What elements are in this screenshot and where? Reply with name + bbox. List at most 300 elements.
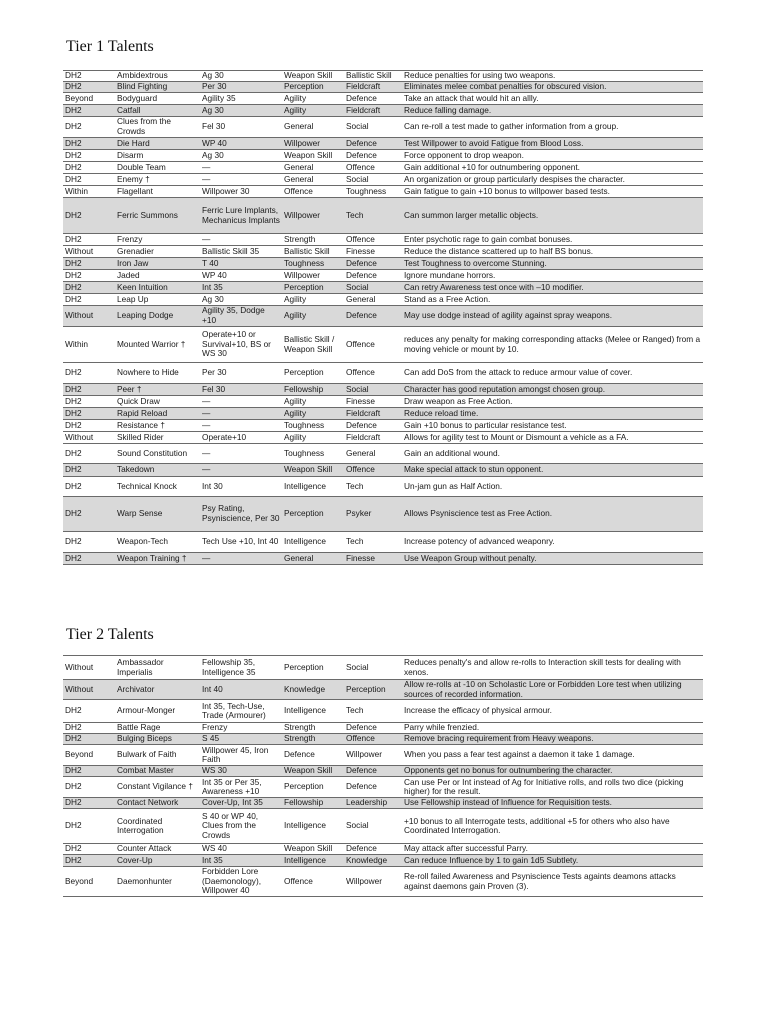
talent-name-cell: Counter Attack bbox=[115, 844, 200, 855]
talent-pre-cell: Forbidden Lore (Daemonology), Willpower 40 bbox=[200, 867, 282, 897]
talent-src-cell: DH2 bbox=[63, 798, 115, 809]
talent-name-cell: Quick Draw bbox=[115, 396, 200, 408]
talent-desc-cell: Use Weapon Group without penalty. bbox=[402, 553, 703, 565]
talent-pre-cell: Int 35, Tech-Use, Trade (Armourer) bbox=[200, 700, 282, 723]
talent-row bbox=[63, 162, 703, 174]
talent-name-cell: Archivator bbox=[115, 680, 200, 700]
talent-pre-cell: Int 35 bbox=[200, 855, 282, 867]
talent-desc-cell: Eliminates melee combat penalties for obscured vision. bbox=[402, 82, 703, 93]
talent-row bbox=[63, 420, 703, 432]
talent-apt1-cell: Perception bbox=[282, 777, 344, 798]
talent-apt1-cell: Perception bbox=[282, 363, 344, 384]
tier2-heading: Tier 2 Talents bbox=[66, 626, 154, 643]
talent-apt2-cell: Offence bbox=[344, 734, 402, 745]
talent-desc-cell: Gain an additional wound. bbox=[402, 444, 703, 464]
talent-src-cell: DH2 bbox=[63, 384, 115, 396]
talent-desc-cell: Character has good reputation amongst chosen group. bbox=[402, 384, 703, 396]
talent-src-cell: Without bbox=[63, 306, 115, 327]
talent-desc-cell: Reduce reload time. bbox=[402, 408, 703, 420]
talent-name-cell: Clues from the Crowds bbox=[115, 117, 200, 138]
talent-src-cell: DH2 bbox=[63, 777, 115, 798]
talent-row bbox=[63, 798, 703, 809]
talent-name-cell: Cover-Up bbox=[115, 855, 200, 867]
talent-apt1-cell: Agility bbox=[282, 396, 344, 408]
talent-row bbox=[63, 294, 703, 306]
talent-apt2-cell: Perception bbox=[344, 680, 402, 700]
talent-apt2-cell: Defence bbox=[344, 723, 402, 734]
talent-pre-cell: WP 40 bbox=[200, 138, 282, 150]
talent-apt2-cell: Social bbox=[344, 384, 402, 396]
tier2-talent-table bbox=[63, 655, 703, 897]
talent-apt1-cell: Agility bbox=[282, 93, 344, 105]
talent-pre-cell: Ballistic Skill 35 bbox=[200, 246, 282, 258]
talent-apt2-cell: Fieldcraft bbox=[344, 82, 402, 93]
talent-row bbox=[63, 734, 703, 745]
talent-pre-cell: Ag 30 bbox=[200, 150, 282, 162]
talent-apt1-cell: Willpower bbox=[282, 270, 344, 282]
talent-apt1-cell: Fellowship bbox=[282, 798, 344, 809]
talent-desc-cell: Test Willpower to avoid Fatigue from Blood Loss. bbox=[402, 138, 703, 150]
talent-desc-cell: Increase potency of advanced weaponry. bbox=[402, 532, 703, 553]
talent-apt1-cell: Weapon Skill bbox=[282, 71, 344, 82]
talent-apt2-cell: Offence bbox=[344, 464, 402, 477]
talent-src-cell: DH2 bbox=[63, 105, 115, 117]
talent-name-cell: Jaded bbox=[115, 270, 200, 282]
talent-src-cell: DH2 bbox=[63, 117, 115, 138]
talent-apt1-cell: Ballistic Skill / Weapon Skill bbox=[282, 327, 344, 363]
talent-pre-cell: Operate+10 or Survival+10, BS or WS 30 bbox=[200, 327, 282, 363]
talent-apt2-cell: Psyker bbox=[344, 497, 402, 532]
talent-row bbox=[63, 270, 703, 282]
talent-apt1-cell: General bbox=[282, 174, 344, 186]
talent-name-cell: Double Team bbox=[115, 162, 200, 174]
talent-pre-cell: S 45 bbox=[200, 734, 282, 745]
talent-src-cell: Beyond bbox=[63, 745, 115, 766]
talent-pre-cell: WS 30 bbox=[200, 766, 282, 777]
talent-row bbox=[63, 444, 703, 464]
talent-pre-cell: Tech Use +10, Int 40 bbox=[200, 532, 282, 553]
talent-apt1-cell: Agility bbox=[282, 294, 344, 306]
talent-apt2-cell: Defence bbox=[344, 150, 402, 162]
talent-desc-cell: Can add DoS from the attack to reduce armour value of cover. bbox=[402, 363, 703, 384]
talent-row bbox=[63, 656, 703, 680]
talent-src-cell: DH2 bbox=[63, 258, 115, 270]
talent-name-cell: Blind Fighting bbox=[115, 82, 200, 93]
talent-apt1-cell: Weapon Skill bbox=[282, 766, 344, 777]
talent-src-cell: DH2 bbox=[63, 420, 115, 432]
talent-row bbox=[63, 766, 703, 777]
talent-desc-cell: Reduce the distance scattered up to half BS bonus. bbox=[402, 246, 703, 258]
talent-pre-cell: — bbox=[200, 444, 282, 464]
talent-src-cell: DH2 bbox=[63, 162, 115, 174]
talent-name-cell: Technical Knock bbox=[115, 477, 200, 497]
talent-apt1-cell: Fellowship bbox=[282, 384, 344, 396]
talent-row bbox=[63, 105, 703, 117]
talent-apt2-cell: Social bbox=[344, 174, 402, 186]
talent-apt2-cell: Fieldcraft bbox=[344, 408, 402, 420]
talent-apt1-cell: Perception bbox=[282, 656, 344, 680]
talent-apt1-cell: Agility bbox=[282, 105, 344, 117]
talent-name-cell: Armour-Monger bbox=[115, 700, 200, 723]
talent-desc-cell: Remove bracing requirement from Heavy weapons. bbox=[402, 734, 703, 745]
talent-name-cell: Peer † bbox=[115, 384, 200, 396]
talent-apt1-cell: Ballistic Skill bbox=[282, 246, 344, 258]
talent-src-cell: DH2 bbox=[63, 700, 115, 723]
talent-pre-cell: Willpower 45, Iron Faith bbox=[200, 745, 282, 766]
talent-src-cell: DH2 bbox=[63, 71, 115, 82]
talent-pre-cell: — bbox=[200, 174, 282, 186]
talent-row bbox=[63, 174, 703, 186]
talent-desc-cell: +10 bonus to all Interrogate tests, additional +5 for others who also have Coordinated Interrogation. bbox=[402, 809, 703, 844]
talent-apt2-cell: Tech bbox=[344, 198, 402, 234]
talent-apt2-cell: Social bbox=[344, 282, 402, 294]
talent-pre-cell: Per 30 bbox=[200, 363, 282, 384]
talent-apt2-cell: Leadership bbox=[344, 798, 402, 809]
talent-name-cell: Weapon-Tech bbox=[115, 532, 200, 553]
talent-apt1-cell: Toughness bbox=[282, 444, 344, 464]
talent-row bbox=[63, 396, 703, 408]
talent-desc-cell: reduces any penalty for making corresponding attacks (Melee or Ranged) from a moving vehicle or mount by 10. bbox=[402, 327, 703, 363]
talent-apt1-cell: Perception bbox=[282, 82, 344, 93]
talent-pre-cell: T 40 bbox=[200, 258, 282, 270]
talent-apt1-cell: General bbox=[282, 162, 344, 174]
talent-pre-cell: Fellowship 35, Intelligence 35 bbox=[200, 656, 282, 680]
talent-name-cell: Coordinated Interrogation bbox=[115, 809, 200, 844]
talent-src-cell: DH2 bbox=[63, 723, 115, 734]
talent-row bbox=[63, 246, 703, 258]
talent-pre-cell: — bbox=[200, 396, 282, 408]
talent-desc-cell: Enter psychotic rage to gain combat bonuses. bbox=[402, 234, 703, 246]
talent-desc-cell: When you pass a fear test against a daemon it take 1 damage. bbox=[402, 745, 703, 766]
talent-apt1-cell: Offence bbox=[282, 867, 344, 897]
talent-src-cell: Without bbox=[63, 246, 115, 258]
talent-apt2-cell: General bbox=[344, 294, 402, 306]
talent-name-cell: Frenzy bbox=[115, 234, 200, 246]
talent-apt2-cell: Social bbox=[344, 117, 402, 138]
talent-apt2-cell: Toughness bbox=[344, 186, 402, 198]
talent-apt2-cell: Offence bbox=[344, 363, 402, 384]
tier1-heading: Tier 1 Talents bbox=[66, 38, 154, 55]
talent-apt2-cell: Offence bbox=[344, 162, 402, 174]
talent-apt1-cell: Defence bbox=[282, 745, 344, 766]
talent-apt1-cell: Offence bbox=[282, 186, 344, 198]
talent-apt1-cell: Willpower bbox=[282, 138, 344, 150]
talent-apt2-cell: Defence bbox=[344, 138, 402, 150]
talent-pre-cell: Int 40 bbox=[200, 680, 282, 700]
talent-name-cell: Skilled Rider bbox=[115, 432, 200, 444]
talent-row bbox=[63, 198, 703, 234]
talent-name-cell: Grenadier bbox=[115, 246, 200, 258]
talent-src-cell: DH2 bbox=[63, 150, 115, 162]
talent-src-cell: Without bbox=[63, 680, 115, 700]
talent-name-cell: Mounted Warrior † bbox=[115, 327, 200, 363]
talent-apt2-cell: Defence bbox=[344, 258, 402, 270]
talent-name-cell: Takedown bbox=[115, 464, 200, 477]
talent-name-cell: Leaping Dodge bbox=[115, 306, 200, 327]
talent-apt2-cell: Tech bbox=[344, 700, 402, 723]
talent-pre-cell: Int 30 bbox=[200, 477, 282, 497]
talent-pre-cell: Cover-Up, Int 35 bbox=[200, 798, 282, 809]
talent-apt1-cell: Weapon Skill bbox=[282, 464, 344, 477]
talent-desc-cell: Can re-roll a test made to gather information from a group. bbox=[402, 117, 703, 138]
talent-apt2-cell: Defence bbox=[344, 420, 402, 432]
talent-pre-cell: Psy Rating, Psyniscience, Per 30 bbox=[200, 497, 282, 532]
talent-src-cell: DH2 bbox=[63, 444, 115, 464]
talent-row bbox=[63, 82, 703, 93]
talent-apt2-cell: Social bbox=[344, 809, 402, 844]
talent-apt2-cell: Willpower bbox=[344, 867, 402, 897]
talent-name-cell: Daemonhunter bbox=[115, 867, 200, 897]
talent-apt2-cell: Defence bbox=[344, 766, 402, 777]
talent-row bbox=[63, 809, 703, 844]
talent-desc-cell: Re-roll failed Awareness and Psyniscience Tests againts deamons attacks against daemons gain Proven (3). bbox=[402, 867, 703, 897]
talent-src-cell: DH2 bbox=[63, 855, 115, 867]
talent-pre-cell: Ag 30 bbox=[200, 105, 282, 117]
talent-name-cell: Bodyguard bbox=[115, 93, 200, 105]
talent-row bbox=[63, 553, 703, 565]
talent-desc-cell: Test Toughness to overcome Stunning. bbox=[402, 258, 703, 270]
talent-row bbox=[63, 384, 703, 396]
talent-desc-cell: Parry while frenzied. bbox=[402, 723, 703, 734]
talent-desc-cell: Gain additional +10 for outnumbering opponent. bbox=[402, 162, 703, 174]
talent-name-cell: Die Hard bbox=[115, 138, 200, 150]
talent-pre-cell: — bbox=[200, 162, 282, 174]
talent-name-cell: Catfall bbox=[115, 105, 200, 117]
talent-pre-cell: — bbox=[200, 464, 282, 477]
talent-apt1-cell: General bbox=[282, 117, 344, 138]
talent-src-cell: DH2 bbox=[63, 138, 115, 150]
talent-name-cell: Warp Sense bbox=[115, 497, 200, 532]
talent-desc-cell: Can reduce Influence by 1 to gain 1d5 Subtlety. bbox=[402, 855, 703, 867]
talent-pre-cell: — bbox=[200, 553, 282, 565]
talent-pre-cell: Agility 35, Dodge +10 bbox=[200, 306, 282, 327]
talent-src-cell: Without bbox=[63, 656, 115, 680]
talent-row bbox=[63, 464, 703, 477]
talent-name-cell: Bulwark of Faith bbox=[115, 745, 200, 766]
talent-apt1-cell: Agility bbox=[282, 432, 344, 444]
talent-pre-cell: — bbox=[200, 234, 282, 246]
talent-desc-cell: Take an attack that would hit an allly. bbox=[402, 93, 703, 105]
talent-pre-cell: Int 35 or Per 35, Awareness +10 bbox=[200, 777, 282, 798]
talent-apt1-cell: Intelligence bbox=[282, 532, 344, 553]
talent-src-cell: DH2 bbox=[63, 82, 115, 93]
talent-apt1-cell: Strength bbox=[282, 734, 344, 745]
talent-apt1-cell: Intelligence bbox=[282, 809, 344, 844]
talent-src-cell: DH2 bbox=[63, 198, 115, 234]
talent-src-cell: DH2 bbox=[63, 809, 115, 844]
talent-name-cell: Combat Master bbox=[115, 766, 200, 777]
talent-apt2-cell: Fieldcraft bbox=[344, 432, 402, 444]
talent-apt1-cell: Strength bbox=[282, 723, 344, 734]
talent-apt1-cell: General bbox=[282, 553, 344, 565]
talent-apt1-cell: Intelligence bbox=[282, 700, 344, 723]
talent-row bbox=[63, 93, 703, 105]
talent-name-cell: Sound Constitution bbox=[115, 444, 200, 464]
talent-desc-cell: Can retry Awareness test once with –10 modifier. bbox=[402, 282, 703, 294]
talent-pre-cell: — bbox=[200, 420, 282, 432]
talent-row bbox=[63, 234, 703, 246]
talent-row bbox=[63, 327, 703, 363]
talent-desc-cell: Increase the efficacy of physical armour. bbox=[402, 700, 703, 723]
talent-row bbox=[63, 497, 703, 532]
talent-src-cell: Within bbox=[63, 327, 115, 363]
talent-src-cell: Without bbox=[63, 432, 115, 444]
talent-apt2-cell: Offence bbox=[344, 234, 402, 246]
talent-src-cell: DH2 bbox=[63, 553, 115, 565]
talent-pre-cell: S 40 or WP 40, Clues from the Crowds bbox=[200, 809, 282, 844]
talent-row bbox=[63, 117, 703, 138]
talent-desc-cell: May use dodge instead of agility against spray weapons. bbox=[402, 306, 703, 327]
talent-src-cell: DH2 bbox=[63, 270, 115, 282]
talent-row bbox=[63, 723, 703, 734]
talent-src-cell: DH2 bbox=[63, 294, 115, 306]
talent-row bbox=[63, 363, 703, 384]
talent-apt2-cell: Offence bbox=[344, 327, 402, 363]
talent-src-cell: DH2 bbox=[63, 497, 115, 532]
talent-apt1-cell: Toughness bbox=[282, 420, 344, 432]
talent-apt1-cell: Intelligence bbox=[282, 477, 344, 497]
talent-row bbox=[63, 71, 703, 82]
talent-name-cell: Constant Vigilance † bbox=[115, 777, 200, 798]
talent-desc-cell: Force opponent to drop weapon. bbox=[402, 150, 703, 162]
talent-row bbox=[63, 680, 703, 700]
talent-apt2-cell: Fieldcraft bbox=[344, 105, 402, 117]
talent-src-cell: DH2 bbox=[63, 408, 115, 420]
talent-name-cell: Leap Up bbox=[115, 294, 200, 306]
talent-apt1-cell: Perception bbox=[282, 282, 344, 294]
talent-name-cell: Bulging Biceps bbox=[115, 734, 200, 745]
talent-desc-cell: Allows for agility test to Mount or Dismount a vehicle as a FA. bbox=[402, 432, 703, 444]
talent-name-cell: Weapon Training † bbox=[115, 553, 200, 565]
talent-apt2-cell: Defence bbox=[344, 93, 402, 105]
talent-desc-cell: Reduce penalties for using two weapons. bbox=[402, 71, 703, 82]
talent-src-cell: DH2 bbox=[63, 282, 115, 294]
talent-apt2-cell: Knowledge bbox=[344, 855, 402, 867]
talent-apt1-cell: Intelligence bbox=[282, 855, 344, 867]
talent-name-cell: Contact Network bbox=[115, 798, 200, 809]
talent-apt2-cell: General bbox=[344, 444, 402, 464]
talent-pre-cell: Fel 30 bbox=[200, 384, 282, 396]
talent-pre-cell: Ferric Lure Implants, Mechanicus Implants bbox=[200, 198, 282, 234]
talent-apt2-cell: Finesse bbox=[344, 246, 402, 258]
talent-row bbox=[63, 282, 703, 294]
talent-apt2-cell: Finesse bbox=[344, 396, 402, 408]
talent-apt2-cell: Tech bbox=[344, 477, 402, 497]
talent-apt1-cell: Perception bbox=[282, 497, 344, 532]
talent-apt1-cell: Strength bbox=[282, 234, 344, 246]
talent-src-cell: Beyond bbox=[63, 867, 115, 897]
talent-src-cell: DH2 bbox=[63, 396, 115, 408]
talent-apt1-cell: Weapon Skill bbox=[282, 844, 344, 855]
talent-row bbox=[63, 867, 703, 897]
talent-row bbox=[63, 150, 703, 162]
talent-apt1-cell: Knowledge bbox=[282, 680, 344, 700]
talent-desc-cell: Gain +10 bonus to particular resistance test. bbox=[402, 420, 703, 432]
talent-name-cell: Keen Intuition bbox=[115, 282, 200, 294]
talent-src-cell: Within bbox=[63, 186, 115, 198]
talent-name-cell: Ambassador Imperialis bbox=[115, 656, 200, 680]
talent-apt1-cell: Weapon Skill bbox=[282, 150, 344, 162]
talent-apt2-cell: Ballistic Skill bbox=[344, 71, 402, 82]
talent-apt2-cell: Tech bbox=[344, 532, 402, 553]
talent-desc-cell: Stand as a Free Action. bbox=[402, 294, 703, 306]
talent-name-cell: Flagellant bbox=[115, 186, 200, 198]
talent-row bbox=[63, 700, 703, 723]
talent-src-cell: DH2 bbox=[63, 477, 115, 497]
talent-apt1-cell: Willpower bbox=[282, 198, 344, 234]
talent-row bbox=[63, 745, 703, 766]
talent-name-cell: Rapid Reload bbox=[115, 408, 200, 420]
talent-row bbox=[63, 532, 703, 553]
talent-desc-cell: Opponents get no bonus for outnumbering the character. bbox=[402, 766, 703, 777]
talent-desc-cell: Ignore mundane horrors. bbox=[402, 270, 703, 282]
talent-pre-cell: WP 40 bbox=[200, 270, 282, 282]
talent-pre-cell: Per 30 bbox=[200, 82, 282, 93]
talent-apt2-cell: Defence bbox=[344, 777, 402, 798]
talent-src-cell: Beyond bbox=[63, 93, 115, 105]
talent-pre-cell: Ag 30 bbox=[200, 71, 282, 82]
talent-src-cell: DH2 bbox=[63, 766, 115, 777]
talent-pre-cell: Int 35 bbox=[200, 282, 282, 294]
tier1-talent-table bbox=[63, 70, 703, 565]
talent-desc-cell: Un-jam gun as Half Action. bbox=[402, 477, 703, 497]
talent-name-cell: Resistance † bbox=[115, 420, 200, 432]
talent-desc-cell: Can use Per or Int instead of Ag for Initiative rolls, and rolls two dice (picking higher) for the result. bbox=[402, 777, 703, 798]
talent-row bbox=[63, 408, 703, 420]
talent-name-cell: Iron Jaw bbox=[115, 258, 200, 270]
talent-apt1-cell: Agility bbox=[282, 306, 344, 327]
talent-row bbox=[63, 432, 703, 444]
talent-name-cell: Nowhere to Hide bbox=[115, 363, 200, 384]
talent-row bbox=[63, 306, 703, 327]
talent-name-cell: Enemy † bbox=[115, 174, 200, 186]
talent-apt2-cell: Defence bbox=[344, 270, 402, 282]
talent-src-cell: DH2 bbox=[63, 234, 115, 246]
talent-pre-cell: Fel 30 bbox=[200, 117, 282, 138]
talent-desc-cell: Use Fellowship instead of Influence for Requisition tests. bbox=[402, 798, 703, 809]
talent-pre-cell: Operate+10 bbox=[200, 432, 282, 444]
talent-apt2-cell: Social bbox=[344, 656, 402, 680]
talent-desc-cell: Can summon larger metallic objects. bbox=[402, 198, 703, 234]
talent-row bbox=[63, 477, 703, 497]
talent-pre-cell: WS 40 bbox=[200, 844, 282, 855]
talent-desc-cell: Allows Psyniscience test as Free Action. bbox=[402, 497, 703, 532]
talent-pre-cell: Frenzy bbox=[200, 723, 282, 734]
talent-desc-cell: Reduces penalty's and allow re-rolls to Interaction skill tests for dealing with xenos. bbox=[402, 656, 703, 680]
talent-src-cell: DH2 bbox=[63, 532, 115, 553]
talent-row bbox=[63, 777, 703, 798]
talent-pre-cell: — bbox=[200, 408, 282, 420]
talent-row bbox=[63, 258, 703, 270]
talent-src-cell: DH2 bbox=[63, 174, 115, 186]
talent-name-cell: Disarm bbox=[115, 150, 200, 162]
talent-apt2-cell: Defence bbox=[344, 844, 402, 855]
talent-row bbox=[63, 186, 703, 198]
talent-row bbox=[63, 138, 703, 150]
talent-apt1-cell: Agility bbox=[282, 408, 344, 420]
talent-desc-cell: An organization or group particularly despises the character. bbox=[402, 174, 703, 186]
talent-desc-cell: Gain fatigue to gain +10 bonus to willpower based tests. bbox=[402, 186, 703, 198]
talent-pre-cell: Willpower 30 bbox=[200, 186, 282, 198]
talent-pre-cell: Agility 35 bbox=[200, 93, 282, 105]
talent-name-cell: Battle Rage bbox=[115, 723, 200, 734]
talent-apt1-cell: Toughness bbox=[282, 258, 344, 270]
talent-desc-cell: Allow re-rolls at -10 on Scholastic Lore or Forbidden Lore test when utilizing sources of recorded information. bbox=[402, 680, 703, 700]
talent-apt2-cell: Willpower bbox=[344, 745, 402, 766]
talent-apt2-cell: Finesse bbox=[344, 553, 402, 565]
talent-name-cell: Ambidextrous bbox=[115, 71, 200, 82]
talent-row bbox=[63, 855, 703, 867]
